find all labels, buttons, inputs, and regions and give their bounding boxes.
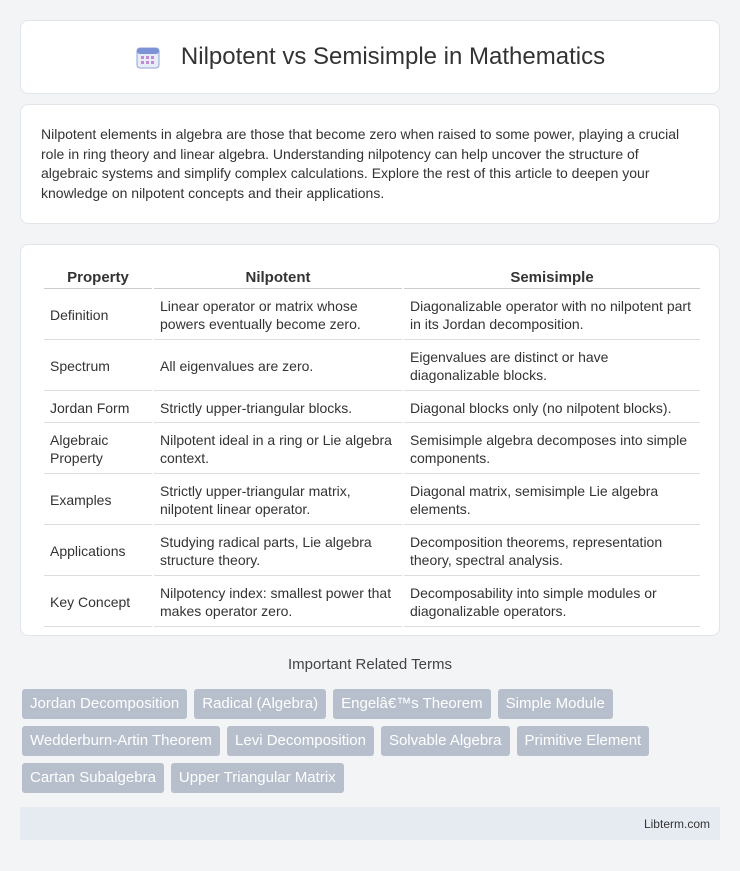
cell-nilpotent: Linear operator or matrix whose powers eventually become zero. — [154, 291, 402, 340]
cell-property: Examples — [44, 476, 152, 525]
related-term-tag[interactable]: Solvable Algebra — [381, 726, 510, 756]
cell-nilpotent: All eigenvalues are zero. — [154, 342, 402, 391]
tag-row — [22, 763, 722, 793]
cell-semisimple: Semisimple algebra decomposes into simple components. — [404, 425, 700, 474]
cell-nilpotent: Studying radical parts, Lie algebra structure theory. — [154, 527, 402, 576]
related-terms-list — [22, 689, 722, 800]
cell-property: Spectrum — [44, 342, 152, 391]
cell-property: Definition — [44, 291, 152, 340]
cell-nilpotent: Strictly upper-triangular matrix, nilpotent linear operator. — [154, 476, 402, 525]
tag-row — [22, 689, 722, 719]
related-term-tag[interactable]: Simple Module — [498, 689, 613, 719]
related-term-tag[interactable]: Levi Decomposition — [227, 726, 374, 756]
intro-card — [20, 104, 720, 224]
table-row — [44, 393, 700, 423]
cell-property: Jordan Form — [44, 393, 152, 423]
cell-semisimple: Diagonal blocks only (no nilpotent blocks). — [404, 393, 700, 423]
table-header-row — [44, 267, 700, 289]
cell-semisimple: Eigenvalues are distinct or have diagonalizable blocks. — [404, 342, 700, 391]
footer-link[interactable]: Libterm.com — [643, 816, 710, 831]
footer — [20, 807, 720, 840]
page-title: Nilpotent vs Semisimple in Mathematics — [180, 43, 606, 70]
cell-semisimple: Diagonalizable operator with no nilpotent part in its Jordan decomposition. — [404, 291, 700, 340]
related-term-tag[interactable]: Upper Triangular Matrix — [171, 763, 344, 793]
table-row — [44, 425, 700, 474]
table-row — [44, 291, 700, 340]
cell-nilpotent: Nilpotency index: smallest power that makes operator zero. — [154, 578, 402, 627]
comparison-table-card — [20, 244, 720, 636]
related-term-tag[interactable]: Jordan Decomposition — [22, 689, 187, 719]
comparison-table — [42, 265, 702, 629]
table-row — [44, 527, 700, 576]
cell-property: Applications — [44, 527, 152, 576]
table-row — [44, 578, 700, 627]
header-property: Property — [44, 267, 152, 289]
tag-row — [22, 726, 722, 756]
cell-semisimple: Diagonal matrix, semisimple Lie algebra elements. — [404, 476, 700, 525]
table-row — [44, 342, 700, 391]
related-terms-title: Important Related Terms — [288, 656, 452, 673]
related-term-tag[interactable]: Radical (Algebra) — [194, 689, 326, 719]
header-nilpotent: Nilpotent — [154, 267, 402, 289]
related-term-tag[interactable]: Wedderburn-Artin Theorem — [22, 726, 220, 756]
cell-property: Key Concept — [44, 578, 152, 627]
header-semisimple: Semisimple — [404, 267, 700, 289]
cell-property: Algebraic Property — [44, 425, 152, 474]
cell-semisimple: Decomposability into simple modules or diagonalizable operators. — [404, 578, 700, 627]
calendar-icon — [135, 44, 161, 70]
header-card — [20, 20, 720, 94]
cell-nilpotent: Nilpotent ideal in a ring or Lie algebra context. — [154, 425, 402, 474]
related-term-tag[interactable]: Engelâ€™s Theorem — [333, 689, 490, 719]
intro-text: Nilpotent elements in algebra are those that become zero when raised to some power, playing a crucial role in ring theory and linear algebra. Understanding nilpotency can help uncover the structure of algebraic systems and simplify complex calculations. Explore the rest of this article to deepen your knowledge on nilpotent concepts and their applications. — [41, 126, 680, 201]
cell-nilpotent: Strictly upper-triangular blocks. — [154, 393, 402, 423]
related-term-tag[interactable]: Cartan Subalgebra — [22, 763, 164, 793]
table-row — [44, 476, 700, 525]
cell-semisimple: Decomposition theorems, representation theory, spectral analysis. — [404, 527, 700, 576]
related-term-tag[interactable]: Primitive Element — [517, 726, 650, 756]
